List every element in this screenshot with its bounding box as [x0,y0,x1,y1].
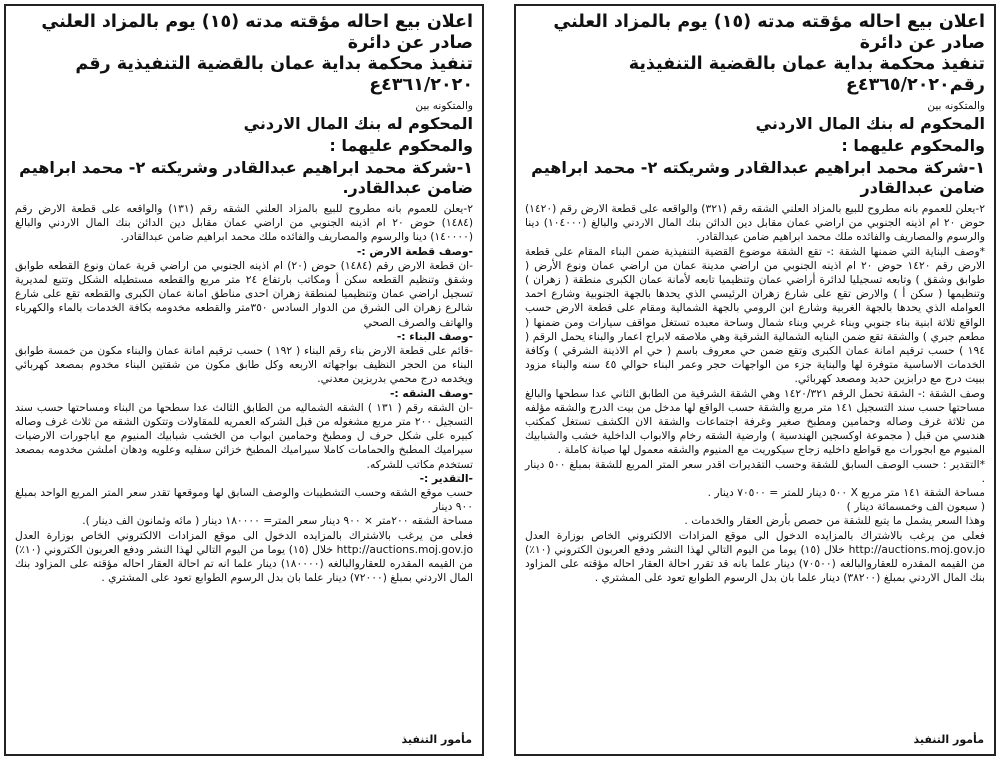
signature: مأمور التنفيذ [913,733,984,746]
building-description: -قائم على قطعة الارض بناء رقم البناء ( ١٩٢ ) حسب ترقيم امانة عمان والبناء مكون من خمسة طوابق البناء من الحجر النظيف بواجهاته الاربعه وكل طابق مكون من شقتين البناء مخدوم بمصعد كهربائي ويخدمه درج محمي بدربزين معدني. [15,344,473,386]
auction-notice-left [4,4,484,756]
creditor: المحكوم له بنك المال الاردني [755,114,985,133]
debtors: ١-شركة محمد ابراهيم عبدالقادر وشريكته ٢- محمد ابراهيم ضامن عبدالقادر [531,158,985,197]
notice-headline [15,12,473,96]
notice-body: ٢-يعلن للعموم بانه مطروح للبيع بالمزاد العلني الشقه رقم (٣٢١) والواقعه على قطعة الارض رقم (١٤٢٠) حوض ٢٠ ام اذينه الجنوبي من اراضي عمان مقابل دين الدائن بنك المال الاردني والبالغ (١٠٤٠٠٠) دينا والرسوم والمصاريف والفائده ملك محمد ابراهيم ضامن عبدالقادر. *وصف البناية التي ضمنها الشقة :- تقع الشقة موضوع القضية التنفيذية ضمن البناء المقام على قطعة الارض رقم ١٤٢٠ حوض ٢٠ ام اذينه الجنوبي من اراضي مدينة عمان من اراضي عمان ونوع الأرض ( طوابق وشقق ) وتابعه تسجيليا لدائرة أراضي عمان وتنظيميا تابعه لأمانة عمان الكبرى منطقة ( زهران ) وتنظيمها ( سكن أ ) والارض تقع على شارع زهران الرئيسي الذي يحدها بالجهة الجنوبية وشارع احمد العوامله الذي يحدها بالجهة الغربية وشارع ابن الرومي بالجهة الشمالية ومقام على قطعة الارض حسب الواقع ثلاثة ابنية بناء جنوبي وبناء غربي وبناء شمال وساحة معبده تستغل مواقف سيارات ومن ضمنها ( مطعم جبري ) والشقة تقع ضمن البنايه الشمالية الشرقية وهي ملاصقه لابراج اعمار والبناء يحمل الرقم ( ١٩٤ ) حسب ترقيم امانة عمان الكبرى وتقع ضمن حي معروف باسم ( حي ام الاذينة الشرقي ) وكافة الخدمات الاساسية متوفرة لها والبناية جزء من الواجهات حجر وعمر البناء حوالي ٤٥ سنه والبناء مزود ببيت درج مع درابزين حديد ومصعد كهربائي. وصف الشقة :- الشقة تحمل الرقم ١٤٢٠/٣٢١ وهي الشقة الشرقية من الطابق الثاني عدا سطحها والبالغ مساحتها حسب سند التسجيل ١٤١ متر مربع والشقة حسب الواقع لها مدخل من بيت الدرج والشقه مؤلفه من ثلاثة غرف وصاله وحمامين ومطبخ صغير وغرفة اجتماعات والشقة الان الكشف تستغل كمكتب هندسي من قبل ( مجموعة اوكسجين الهندسية ) وارضية الشقه رخام والابواب الداخلية خشب والشبابيك المنيوم مع ابجورات مع قواطع داخليه زجاج سيكوريت مع المنيوم والشقه معمول لها صيانة كاملة . *التقدير : حسب الوصف السابق للشقة وحسب التقديرات اقدر سعر المتر المربع للشقة بمبلغ ٥٠٠ دينار . مساحة الشقة ١٤١ متر مربع X ٥٠٠ دينار للمتر = ٧٠٥٠٠ دينار . ( سبعون الف وخمسمائة دينار ) وهذا السعر يشمل ما يتبع للشقة من حصص بأرض العقار والخدمات . فعلى من يرغب بالاشتراك بالمزايده الدخول الى موقع المزادات الالكتروني الخاص بوزارة العدل http://auctions.moj.gov.jo خلال (١٥) يوما من اليوم التالي لهذا النشر ودفع العربون الكتروني (١٠٪) من القيمه المقدره للعقاروالبالغه (٧٠٥٠٠) دينار علما بانه قد تقرر احالة العقار احاله مؤقته على المزاود بنك المال الاردني بمبلغ (٣٨٢٠٠) دينار علما بان بدل الرسوم الطوابع تعود على المشتري . [525,202,986,585]
parties-intro: والمتكونه بين [927,100,985,112]
land-description: -ان قطعة الارض رقم (١٤٨٤) حوض (٢٠) ام اذينه الجنوبي من اراضي قرية عمان ونوع القطعه طوابق وشقق وتنظيم القطعه سكن أ ومكاتب بارتفاع ٢٤ متر مربع والقطعه مستطيله الشكل وتتبع لمديرية تسجيل اراضي عمان وتنظيميا لمنطقة زهران احدى مناطق امانة عمان الكبرى والقطعه تقع على شارع شالرع زهران الى الشرق من الدوار السادس ٣٥٠متر والقطعه مخدومه بكافة الخدمات بالماء والكهرباء والهاتف والصرف الصحي [15,258,473,329]
creditor: المحكوم له بنك المال الاردني [243,114,473,133]
headline-line-1: اعلان بيع احاله مؤقته مدته (١٥) يوم بالمزاد العلني صادر عن دائرة [41,12,473,53]
debtors-title: والمحكوم عليهما : [841,136,985,155]
headline-line-1: اعلان بيع احاله مؤقته مدته (١٥) يوم بالمزاد العلني صادر عن دائرة [553,12,985,53]
section-building-heading: -وصف البناء :- [396,329,473,343]
estimate-text: حسب موقع الشقه وحسب التشطيبات والوصف السابق لها وموقعها تقدر سعر المتر المربع الواحد بمبلغ ٩٠٠ دينار مساحة الشقه ٢٠٠متر × ٩٠٠ دينار سعر المتر= ١٨٠٠٠٠ دينار ( مائه وثمانون الف دينار ). فعلى من يرغب بالاشتراك بالمزايده الدخول الى موقع المزادات الالكتروني الخاص بوزارة العدل http://auctions.moj.gov.jo خلال (١٥) يوما من اليوم التالي لهذا النشر ودفع العربون الكتروني (١٠٪) من القيمه المقدره للعقاروالبالغه (١٨٠٠٠٠) دينار علما انه تم احالة العقار احاله مؤقته على المزاود بنك المال الاردني بمبلغ (٧٢٠٠٠) دينار علما بان بدل الرسوم الطوابع تعود على المشتري . [15,486,474,585]
notice-body: ٢-يعلن للعموم بانه مطروح للبيع بالمزاد العلني الشقه رقم (١٣١) والواقعه على قطعة الارض رقم (١٤٨٤) حوض ٢٠ ام اذينه الجنوبي من اراضي عمان مقابل دين الدائن بنك المال الاردني والبالغ (١٤٠٠٠٠) دينا والرسوم والمصاريف والفائده ملك محمد ابراهيم ضامن عبدالقادر. [15,202,473,244]
section-apartment-heading: -وصف الشقه :- [389,386,473,400]
apartment-description: -ان الشقه رقم ( ١٣١ ) الشقه الشماليه من الطابق الثالث عدا سطحها من البناء ومساحتها حسب سند التسجيل ٢٠٠ متر مربع مشغوله من قبل الشركه العمريه للمقاولات وتتكون الشقه من ثلاث غرف وصاله كبيره على شكل حرف ل ومطبخ وحمامين ابواب من الخشب شبابيك المنيوم مع اباجورات الارضيات سيراميك المطبخ والحمامات كاملا سيراميك المطبخ خزائن سفليه وعلويه ودهان املشن مخدومه بمصعد تستخدم مكاتب للشركه. [15,400,473,471]
headline-line-2: تنفيذ محكمة بداية عمان بالقضية التنفيذية رقم ٤٣٦١/٢٠٢٠ع [75,54,473,95]
section-land-heading: -وصف قطعة الارض :- [356,244,473,258]
headline-line-2: تنفيذ محكمة بداية عمان بالقضية التنفيذية رقم٤٣٦٥/٢٠٢٠ع [628,54,985,95]
auction-notice-right [514,4,996,756]
notice-headline [525,12,985,96]
section-estimate-heading: -التقدير :- [419,471,473,485]
debtors: ١-شركة محمد ابراهيم عبدالقادر وشريكته ٢- محمد ابراهيم ضامن عبدالقادر. [19,158,473,197]
debtors-title: والمحكوم عليهما : [329,136,473,155]
parties-intro: والمتكونه بين [415,100,473,112]
signature: مأمور التنفيذ [401,733,472,746]
